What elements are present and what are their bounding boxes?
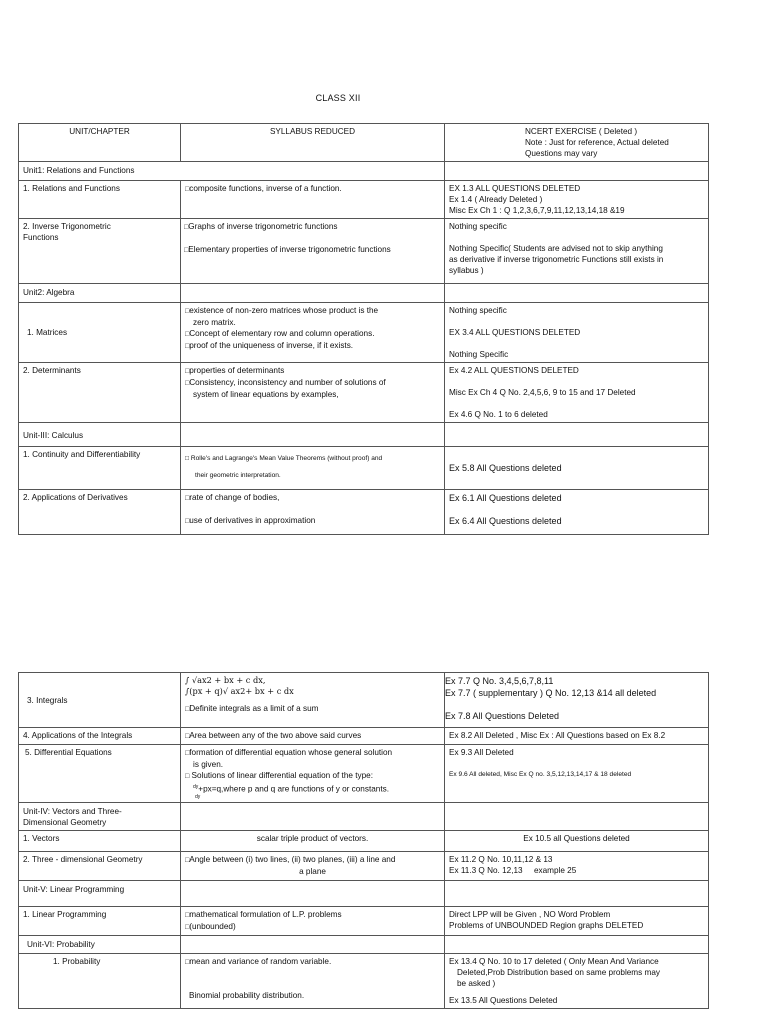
table-row — [19, 490, 709, 535]
exercise-item: Ex 9.6 All deleted, Misc Ex Q no. 3,5,12,13,14,17 & 18 deleted — [449, 771, 632, 778]
exercise-item: Ex 8.2 All Deleted , Misc Ex : All Questions based on Ex 8.2 — [449, 731, 666, 740]
exercise-item: Ex 1.4 ( Already Deleted ) — [449, 195, 543, 204]
syllabus-item-cont: a plane — [299, 866, 326, 876]
syllabus-table-1 — [18, 123, 709, 535]
exercise-item: Ex 9.3 All Deleted — [449, 748, 514, 757]
chapter-name: 1. Relations and Functions — [19, 181, 181, 219]
dy-numerator: dy — [193, 784, 199, 790]
exercise-item: Misc Ex Ch 4 Q No. 2,4,5,6, 9 to 15 and 17 Deleted — [449, 388, 636, 397]
exercise-item-cont: Deleted,Prob Distribution based on same problems may — [457, 968, 660, 977]
unit-row — [19, 284, 709, 303]
header-ncert — [445, 124, 709, 162]
table-row — [19, 728, 709, 745]
syllabus-table-2 — [18, 672, 709, 881]
unit-title-cont: Dimensional Geometry — [23, 817, 107, 827]
exercise-item: Nothing specific — [449, 306, 507, 315]
syllabus-item-cont: zero matrix. — [193, 318, 236, 327]
syllabus-item: □ proof of the uniqueness of inverse, if it exists. — [185, 340, 440, 352]
syllabus-item: □ mean and variance of random variable. — [185, 956, 440, 968]
unit-row — [19, 936, 709, 954]
exercise-item: Misc Ex Ch 1 : Q 1,2,3,6,7,9,11,12,13,14,18 &19 — [449, 206, 625, 215]
header-syllabus: SYLLABUS REDUCED — [181, 124, 445, 162]
exercise-item: Ex 7.7 ( supplementary ) Q No. 12,13 &14 all deleted — [445, 688, 657, 698]
syllabus-item: □ Rolle's and Lagrange's Mean Value Theorems (without proof) and — [185, 455, 383, 462]
dy-denominator: dy — [195, 793, 201, 800]
syllabus-item-cont: their geometric interpretation. — [195, 472, 281, 479]
exercise-item: Problems of UNBOUNDED Region graphs DELETED — [449, 921, 644, 930]
chapter-name: 3. Integrals — [19, 673, 181, 728]
table-row — [19, 851, 709, 880]
chapter-name: 1. Probability — [19, 954, 181, 1009]
exercise-item: Ex 7.7 Q No. 3,4,5,6,7,8,11 — [445, 676, 554, 686]
syllabus-item: □ use of derivatives in approximation — [185, 515, 440, 527]
unit-title: Unit-V: Linear Programming — [19, 881, 181, 907]
exercise-item: Nothing Specific( Students are advised not to skip anything — [449, 244, 663, 253]
table-row — [19, 907, 709, 936]
unit-title: Unit2: Algebra — [19, 284, 181, 303]
exercise-item: Ex 13.4 Q No. 10 to 17 deleted ( Only Mean And Variance — [449, 957, 659, 966]
page-title: CLASS XII — [315, 93, 361, 103]
unit-title: Unit1: Relations and Functions — [19, 162, 181, 181]
exercise-item: Nothing specific — [449, 222, 507, 231]
unit-row — [19, 162, 709, 181]
exercise-item: Ex 11.2 Q No. 10,11,12 & 13 — [449, 854, 553, 864]
unit-title: Unit-IV: Vectors and Three- — [23, 806, 122, 816]
integral-formula: ∫(px + q)√ ax2+ bx + c dx — [185, 686, 294, 696]
exercise-item: Direct LPP will be Given , NO Word Problem — [449, 910, 611, 919]
table-row — [19, 673, 709, 728]
exercise-item: Ex 4.6 Q No. 1 to 6 deleted — [449, 410, 548, 419]
header-ncert-note: Note : Just for reference, Actual deleted — [525, 138, 669, 147]
exercise-item: Ex 7.8 All Questions Deleted — [445, 711, 560, 721]
syllabus-item: □ Concept of elementary row and column operations. — [185, 328, 440, 340]
chapter-name: 1. Continuity and Differentiability — [19, 447, 181, 490]
chapter-name: 2. Three - dimensional Geometry — [19, 851, 181, 880]
exercise-item: Ex 6.4 All Questions deleted — [449, 516, 562, 526]
syllabus-item: □ (unbounded) — [185, 921, 440, 933]
exercise-item: EX 1.3 ALL QUESTIONS DELETED — [449, 184, 581, 193]
exercise-item: Ex 4.2 ALL QUESTIONS DELETED — [449, 366, 579, 375]
unit-title: Unit-VI: Probability — [19, 936, 181, 954]
table-row — [19, 745, 709, 803]
chapter-name: 2. Applications of Derivatives — [19, 490, 181, 535]
syllabus-item: □ Consistency, inconsistency and number of solutions of — [185, 377, 440, 389]
chapter-name: 2. Inverse Trigonometric — [23, 222, 111, 231]
chapter-name: 1. Vectors — [19, 830, 181, 851]
syllabus-item: scalar triple product of vectors. — [181, 830, 445, 851]
syllabus-item: □ Elementary properties of inverse trigonometric functions — [184, 244, 440, 256]
chapter-name: 1. Linear Programming — [19, 907, 181, 936]
unit-row — [19, 802, 709, 830]
syllabus-item: □ properties of determinants — [185, 365, 440, 377]
syllabus-item-cont: +px=q,where p and q are functions of y or constants. — [198, 784, 389, 794]
table-row — [19, 219, 709, 284]
syllabus-item-cont: is given. — [193, 760, 224, 769]
header-unit: UNIT/CHAPTER — [19, 124, 181, 162]
table-row — [19, 447, 709, 490]
table-row — [19, 363, 709, 423]
table-row — [19, 181, 709, 219]
chapter-name: 4. Applications of the Integrals — [19, 728, 181, 745]
header-ncert-line: NCERT EXERCISE ( Deleted ) — [525, 127, 638, 136]
syllabus-item: □ Definite integrals as a limit of a sum — [185, 703, 440, 715]
exercise-item: Nothing Specific — [449, 350, 509, 359]
table-row — [19, 954, 709, 1009]
unit-row — [19, 423, 709, 447]
syllabus-item: Binomial probability distribution. — [189, 991, 305, 1000]
syllabus-item: □ Solutions of linear differential equation of the type: — [185, 770, 440, 782]
exercise-item: Ex 6.1 All Questions deleted — [449, 493, 562, 503]
integral-formula: ∫ √ax2 + bx + c dx, — [185, 675, 266, 685]
syllabus-item: □ mathematical formulation of L.P. problems — [185, 909, 440, 921]
syllabus-item: □ formation of differential equation whose general solution — [185, 747, 440, 759]
exercise-item: Ex 13.5 All Questions Deleted — [449, 996, 558, 1005]
syllabus-item: □ Graphs of inverse trigonometric functions — [184, 221, 440, 233]
header-ncert-note-2: Questions may vary — [525, 149, 598, 158]
chapter-name: 2. Determinants — [19, 363, 181, 423]
exercise-item: as derivative if inverse trigonometric Functions still exists in — [449, 255, 664, 264]
chapter-name-cont: Functions — [23, 233, 59, 242]
exercise-item: syllabus ) — [449, 266, 484, 275]
exercise-item: EX 3.4 ALL QUESTIONS DELETED — [449, 328, 581, 337]
syllabus-item: □ composite functions, inverse of a function. — [185, 183, 440, 195]
unit-title: Unit-III: Calculus — [19, 423, 181, 447]
chapter-name: 5. Differential Equations — [19, 745, 181, 803]
syllabus-item: □ rate of change of bodies, — [185, 492, 440, 504]
exercise-item-cont: be asked ) — [457, 979, 496, 988]
syllabus-item: □ Angle between (i) two lines, (ii) two planes, (iii) a line and — [185, 854, 440, 866]
syllabus-item-cont: system of linear equations by examples, — [193, 390, 339, 399]
syllabus-table-3 — [18, 880, 709, 1009]
syllabus-item: □ existence of non-zero matrices whose product is the — [185, 305, 440, 317]
syllabus-item: □ Area between any of the two above said curves — [185, 730, 440, 742]
exercise-item: Ex 11.3 Q No. 12,13 example 25 — [449, 865, 577, 875]
unit-row — [19, 881, 709, 907]
chapter-name: 1. Matrices — [19, 303, 181, 363]
table-header-row — [19, 124, 709, 162]
table-row — [19, 830, 709, 851]
exercise-item: Ex 10.5 all Questions deleted — [445, 830, 709, 851]
exercise-item: Ex 5.8 All Questions deleted — [449, 463, 562, 473]
table-row — [19, 303, 709, 363]
